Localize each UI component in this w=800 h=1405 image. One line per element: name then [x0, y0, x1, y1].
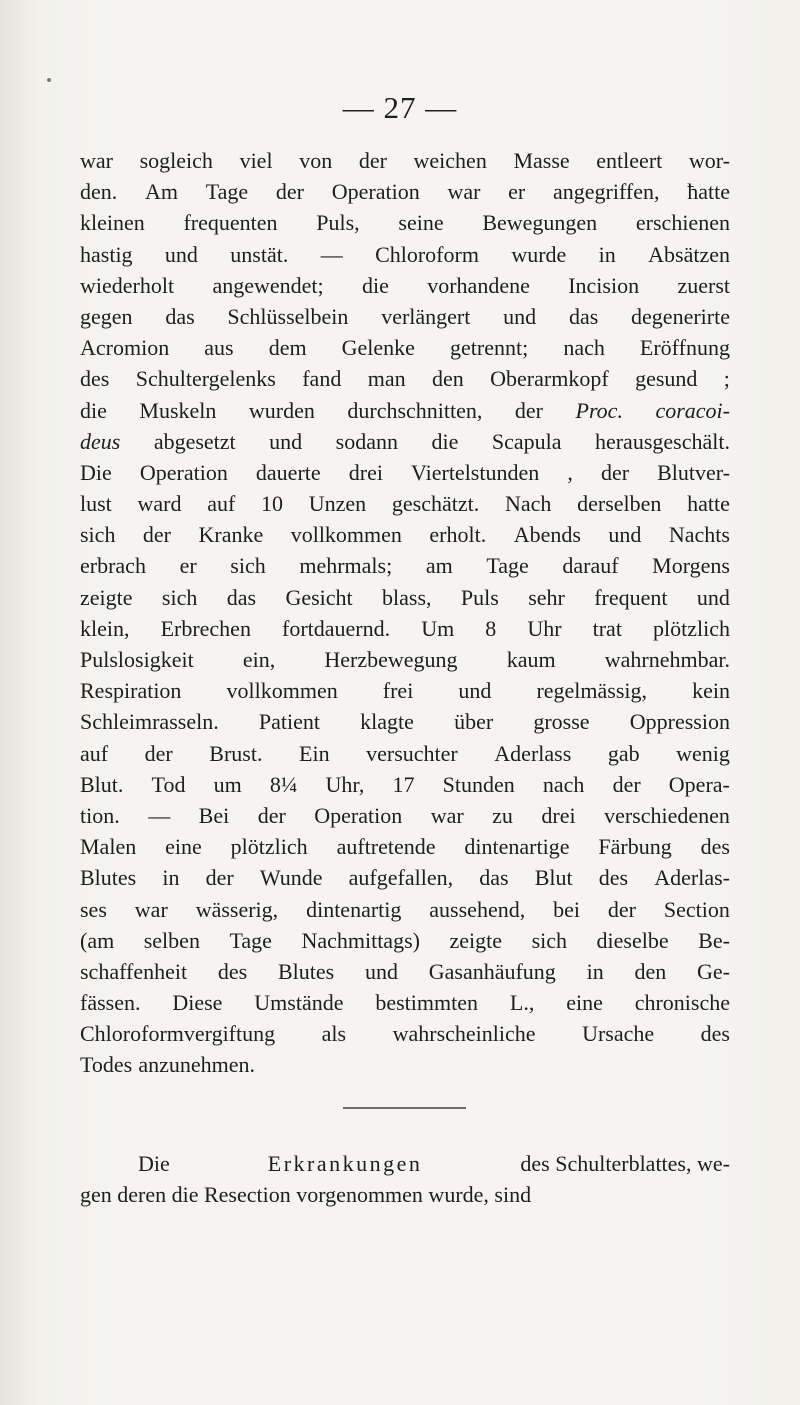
- text-line: [80, 363, 730, 394]
- word: fortdauernd.: [282, 615, 391, 641]
- word: plötzlich: [230, 834, 308, 860]
- word: Schultergelenks: [135, 366, 276, 392]
- word: gegen: [80, 303, 133, 329]
- word: Chloroformvergiftung: [80, 1021, 276, 1047]
- word: ħatte: [687, 179, 730, 205]
- word: Blut: [534, 865, 573, 891]
- word: Kranke: [198, 522, 264, 548]
- text-line: [80, 457, 730, 488]
- word: den: [634, 958, 667, 984]
- word: derselben: [577, 491, 662, 517]
- text-line: [80, 956, 730, 987]
- word: Blut.: [80, 771, 124, 797]
- word: herausgeschält.: [594, 428, 730, 454]
- word: nach: [563, 335, 605, 361]
- word: Operation: [331, 179, 420, 205]
- word: Section: [663, 896, 730, 922]
- word: dieselbe: [596, 927, 669, 953]
- text-line: [80, 176, 730, 207]
- word: Umstände: [254, 990, 344, 1016]
- word: coracoi-: [655, 397, 730, 423]
- word: Stunden: [442, 771, 515, 797]
- word: er: [508, 179, 526, 205]
- word: fässen.: [80, 990, 141, 1016]
- word: 8: [485, 615, 497, 641]
- word: ward: [137, 491, 182, 517]
- word: drei: [348, 459, 383, 485]
- word: Chloroform: [375, 241, 479, 267]
- word: Aderlas-: [654, 865, 730, 891]
- word: der: [142, 522, 172, 548]
- word: L.,: [509, 990, 535, 1016]
- word: Gelenke: [341, 335, 415, 361]
- word: in: [598, 241, 616, 267]
- text-line: [80, 613, 730, 644]
- word: lust: [80, 491, 112, 517]
- word: wor-: [688, 148, 730, 173]
- word: vorhandene: [427, 272, 530, 298]
- paragraph-1: [80, 145, 730, 1081]
- spaced-word: Erkrankungen: [267, 1151, 423, 1176]
- word: Tage: [486, 553, 529, 579]
- word: getrennt;: [450, 335, 529, 361]
- word: trat: [592, 615, 622, 641]
- text-line: [80, 426, 730, 457]
- word: vollkommen: [290, 522, 402, 548]
- word: auftretende: [336, 834, 436, 860]
- word: Erbrechen: [160, 615, 251, 641]
- word: Operation: [314, 802, 403, 828]
- word: der: [257, 802, 286, 828]
- word: die: [361, 272, 389, 298]
- paragraph-2-line-2: [80, 1179, 730, 1210]
- word: frequenten: [183, 210, 278, 236]
- word: 10: [261, 491, 284, 517]
- word: anzunehmen.: [138, 1052, 256, 1078]
- word: der: [514, 397, 543, 423]
- text-line: [80, 395, 730, 426]
- word: den: [432, 366, 464, 392]
- word: man: [367, 366, 406, 392]
- word: Gasanhäufung: [428, 958, 556, 984]
- word: und: [458, 678, 492, 704]
- word: der: [358, 148, 387, 173]
- word: drei: [541, 802, 576, 828]
- word: Ein: [299, 740, 330, 766]
- word: Nach: [504, 491, 552, 517]
- word: das: [165, 303, 195, 329]
- word: Brust.: [209, 740, 263, 766]
- word: Die: [138, 1151, 170, 1176]
- word: der: [205, 865, 234, 891]
- word: aufgefallen,: [348, 865, 454, 891]
- word: Proc.: [575, 397, 623, 423]
- word: frei: [382, 678, 414, 704]
- word: Puls,: [316, 210, 360, 236]
- text-line: [80, 239, 730, 270]
- word: blass,: [382, 584, 432, 610]
- word: nach: [542, 771, 585, 797]
- word: klein,: [80, 615, 130, 641]
- word: Eröffnung: [639, 335, 730, 361]
- word: durchschnitten,: [347, 397, 483, 423]
- text-line: [80, 987, 730, 1018]
- word: —: [320, 241, 343, 267]
- word: ein,: [242, 647, 276, 672]
- word: zu: [492, 802, 513, 828]
- word: hastig: [80, 241, 133, 267]
- word: klagte: [360, 709, 414, 735]
- word: erholt.: [429, 522, 487, 548]
- word: Um: [421, 615, 455, 641]
- word: Operation: [139, 459, 228, 485]
- word: wurden: [248, 397, 315, 423]
- word: sich: [230, 553, 266, 579]
- text-line: [80, 270, 730, 301]
- word: Uhr,: [325, 771, 365, 797]
- word: selben: [143, 927, 200, 953]
- word: der: [144, 740, 173, 766]
- word: regelmässig,: [536, 678, 648, 704]
- word: über: [454, 709, 494, 735]
- word: Blutes: [80, 865, 137, 891]
- word: verlängert: [381, 303, 471, 329]
- page-blemish: [47, 78, 51, 82]
- word: der: [275, 179, 304, 205]
- word: um: [213, 771, 242, 797]
- word: das: [479, 865, 509, 891]
- text-line: [80, 582, 730, 613]
- word: plötzlich: [653, 615, 730, 641]
- word: wahrnehmbar.: [604, 647, 730, 672]
- word: war: [134, 896, 168, 922]
- word: versuchter: [366, 740, 458, 766]
- word: dem: [268, 335, 307, 361]
- word: angewendet;: [212, 272, 324, 298]
- word: Absätzen: [648, 241, 730, 267]
- text-line: [80, 862, 730, 893]
- word: vollkommen: [226, 678, 338, 704]
- text-line: [80, 738, 730, 769]
- text-line: [80, 145, 730, 176]
- text-line: [80, 706, 730, 737]
- text-line: [80, 800, 730, 831]
- word: dintenartige: [464, 834, 570, 860]
- word: das: [226, 584, 257, 610]
- word: und: [269, 428, 303, 454]
- word: Muskeln: [139, 397, 217, 423]
- paragraph-2-line-1: [80, 1148, 730, 1179]
- word: sogleich: [139, 148, 213, 173]
- word: Puls: [460, 584, 499, 610]
- text-line: [80, 1049, 730, 1080]
- word: eine: [566, 990, 603, 1016]
- word: Blutver-: [657, 459, 730, 485]
- word: wahrscheinliche: [392, 1021, 536, 1047]
- word: sich: [161, 584, 198, 610]
- word: erbrach: [80, 553, 146, 579]
- word: war: [447, 179, 481, 205]
- word: Viertelstunden: [411, 459, 540, 485]
- section-divider: [343, 1107, 466, 1109]
- word: Bewegungen: [482, 210, 598, 236]
- word: sehr: [528, 584, 565, 610]
- word: und: [608, 522, 642, 548]
- word: viel: [239, 148, 273, 173]
- text-line: [80, 675, 730, 706]
- word: weichen: [413, 148, 487, 173]
- word: zeigte: [80, 584, 133, 610]
- word: Scapula: [491, 428, 562, 454]
- word: Malen: [80, 834, 137, 860]
- word: und: [503, 303, 537, 329]
- word: Aderlass: [494, 740, 572, 766]
- word: auf: [207, 491, 236, 517]
- text-line: [80, 769, 730, 800]
- word: der: [607, 896, 637, 922]
- word: Patient: [258, 709, 320, 735]
- word: wässerig,: [195, 896, 279, 922]
- word: des: [217, 958, 248, 984]
- word: in: [162, 865, 180, 891]
- word: dintenartig: [306, 896, 402, 922]
- word: Uhr: [527, 615, 562, 641]
- word: (am: [80, 927, 115, 953]
- word: der: [612, 771, 641, 797]
- word: die: [80, 397, 107, 423]
- word: Pulslosigkeit: [80, 647, 194, 672]
- text-line: [80, 550, 730, 581]
- word: die: [431, 428, 459, 454]
- text-line: [80, 1018, 730, 1049]
- word: Tage: [205, 179, 249, 205]
- word: Nachts: [668, 522, 730, 548]
- word: Blutes: [277, 958, 335, 984]
- word: Schlüsselbein: [227, 303, 349, 329]
- word: grosse: [533, 709, 590, 735]
- line-text: gen deren die Resection vorgenommen wurde, sind: [80, 1182, 532, 1208]
- word: gab: [607, 740, 640, 766]
- word: Wunde: [259, 865, 323, 891]
- word: Diese: [172, 990, 223, 1016]
- text-line: [80, 894, 730, 925]
- word: Tage: [229, 927, 272, 953]
- word: den.: [80, 179, 118, 205]
- word: Abends: [513, 522, 581, 548]
- word: Färbung: [598, 834, 672, 860]
- word: Ge-: [697, 958, 730, 984]
- word: ,: [567, 459, 573, 485]
- word: auf: [80, 740, 109, 766]
- text-line: [80, 925, 730, 956]
- word: unstät.: [230, 241, 289, 267]
- word: geschätzt.: [391, 491, 480, 517]
- text-line: [80, 644, 730, 675]
- word: Be-: [698, 927, 730, 953]
- word: der: [600, 459, 630, 485]
- word: sich: [531, 927, 568, 953]
- word: gesund: [635, 366, 698, 392]
- word: degenerirte: [631, 303, 730, 329]
- word: und: [164, 241, 198, 267]
- word: Todes: [80, 1052, 133, 1078]
- word: kleinen: [80, 210, 145, 236]
- word: wenig: [676, 740, 730, 766]
- word: hatte: [687, 491, 730, 517]
- word: des: [80, 366, 110, 392]
- text-line: [80, 488, 730, 519]
- word: wurde: [511, 241, 567, 267]
- word: Am: [145, 179, 178, 205]
- word: frequent: [594, 584, 668, 610]
- word: und: [696, 584, 730, 610]
- word: von: [299, 148, 333, 173]
- word: seine: [398, 210, 444, 236]
- word: des: [700, 834, 730, 860]
- text-line: [80, 301, 730, 332]
- word: ses: [80, 896, 107, 922]
- word: deus: [80, 428, 121, 454]
- word: dauerte: [255, 459, 321, 485]
- paragraph-2: [80, 1148, 730, 1210]
- word: zeigte: [449, 927, 503, 953]
- word: Schleimrasseln.: [80, 709, 219, 735]
- word: zuerst: [677, 272, 730, 298]
- word: erschienen: [635, 210, 730, 236]
- word: sich: [80, 522, 116, 548]
- word: aus: [204, 335, 234, 361]
- word: Die: [80, 459, 112, 485]
- text-line: [80, 207, 730, 238]
- word: am: [425, 553, 453, 579]
- page-number: — 27 —: [342, 90, 458, 125]
- word: in: [586, 958, 604, 984]
- word: ;: [723, 366, 730, 392]
- word: chronische: [634, 990, 730, 1016]
- word: Acromion: [80, 335, 170, 361]
- word: fand: [302, 366, 342, 392]
- word: tion.: [80, 802, 120, 828]
- text-line: [80, 519, 730, 550]
- word: schaffenheit: [80, 958, 188, 984]
- word: Nachmittags): [301, 927, 420, 953]
- word: Oppression: [629, 709, 730, 735]
- word: kaum: [506, 647, 556, 672]
- word: Herzbewegung: [324, 647, 458, 672]
- line-text: des Schulterblattes, we-: [520, 1151, 730, 1176]
- word: Masse: [513, 148, 570, 173]
- word: war: [430, 802, 464, 828]
- word: kein: [692, 678, 730, 704]
- word: abgesetzt: [153, 428, 236, 454]
- word: verschiedenen: [604, 802, 730, 828]
- word: des: [598, 865, 629, 891]
- word: angegriffen,: [552, 179, 660, 205]
- word: Tod: [151, 771, 186, 797]
- word: und: [364, 958, 398, 984]
- word: Morgens: [652, 553, 730, 579]
- word: darauf: [562, 553, 619, 579]
- word: 17: [392, 771, 415, 797]
- word: wiederholt: [80, 272, 175, 298]
- word: bestimmten: [375, 990, 479, 1016]
- word: Ursache: [582, 1021, 655, 1047]
- word: Bei: [198, 802, 230, 828]
- text-line: [80, 332, 730, 363]
- word: Incision: [568, 272, 640, 298]
- word: als: [321, 1021, 347, 1047]
- word: das: [568, 303, 599, 329]
- word: 8¼: [269, 771, 298, 797]
- text-line: [80, 831, 730, 862]
- word: Opera-: [668, 771, 730, 797]
- word: er: [179, 553, 197, 579]
- word: sodann: [335, 428, 398, 454]
- word: Oberarmkopf: [490, 366, 609, 392]
- word: bei: [553, 896, 581, 922]
- word: aussehend,: [429, 896, 526, 922]
- word: Gesicht: [285, 584, 353, 610]
- word: Unzen: [308, 491, 367, 517]
- word: war: [80, 148, 113, 173]
- word: Respiration: [80, 678, 182, 704]
- word: —: [148, 802, 171, 828]
- word: des: [700, 1021, 730, 1047]
- word: mehrmals;: [299, 553, 393, 579]
- word: entleert: [596, 148, 663, 173]
- word: eine: [165, 834, 202, 860]
